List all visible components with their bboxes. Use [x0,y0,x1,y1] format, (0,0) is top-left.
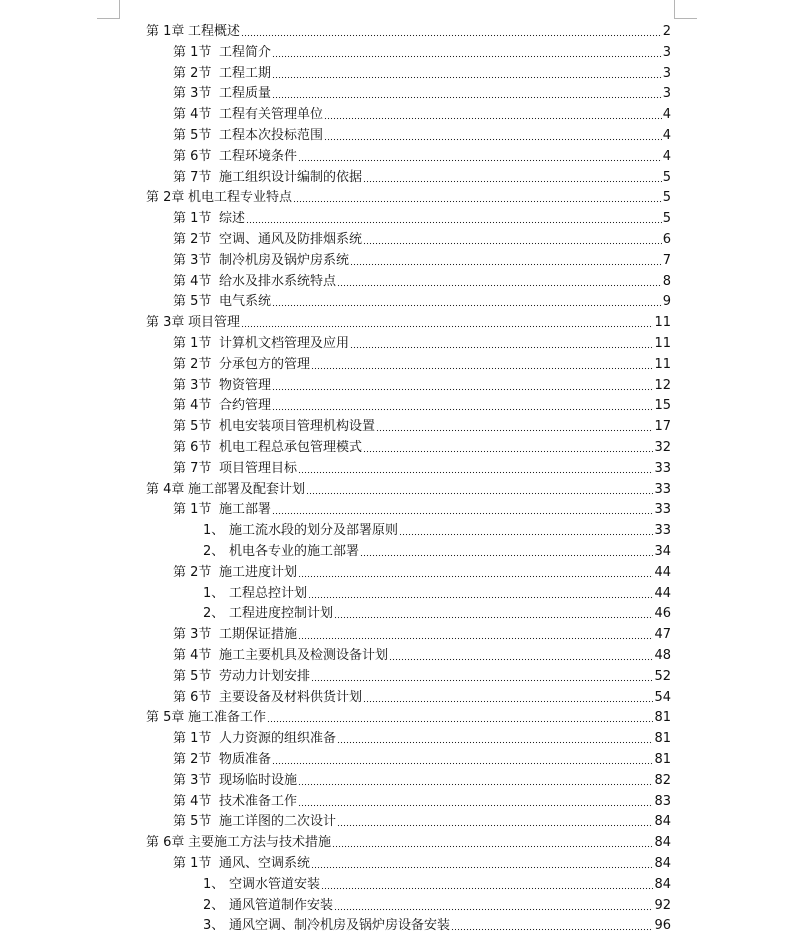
toc-entry-number: 第 4节 [173,793,212,809]
toc-dot-leader [241,325,653,328]
toc-entry-number: 第 3节 [173,772,212,788]
toc-dot-leader [350,346,653,349]
toc-entry[interactable] [173,809,671,829]
toc-entry[interactable] [203,539,671,559]
toc-entry-number: 第 1章 [146,24,185,39]
toc-entry-page-number: 81 [654,731,671,747]
toc-entry-number: 第 3章 [146,315,185,331]
toc-entry-page-number: 9 [662,294,671,310]
toc-dot-leader [376,429,653,432]
toc-dot-leader [306,492,653,495]
toc-entry[interactable] [173,435,671,455]
toc-dot-leader [311,679,653,682]
toc-entry[interactable] [173,331,671,351]
toc-dot-leader [272,408,653,411]
toc-entry-title: 主要设备及材料供货计划 [219,689,363,705]
toc-entry-number: 第 5节 [173,814,212,830]
toc-entry-number: 第 6章 [146,835,185,851]
toc-entry[interactable] [173,289,671,309]
toc-entry[interactable] [146,705,671,725]
toc-entry-page-number: 33 [654,481,671,497]
toc-entry-number: 第 1节 [173,211,212,227]
toc-entry-number: 第 2节 [173,65,212,81]
toc-entry[interactable] [203,893,671,913]
toc-entry-page-number: 44 [654,585,671,601]
toc-entry[interactable] [173,81,671,101]
toc-entry[interactable] [173,789,671,809]
toc-dot-leader [334,908,653,911]
toc-dot-leader [350,263,662,266]
toc-entry-page-number: 34 [654,544,671,559]
toc-entry-number: 第 4节 [173,398,212,414]
toc-dot-leader [337,741,653,744]
toc-entry-page-number: 11 [654,356,671,372]
toc-entry-number: 第 6节 [173,689,212,705]
toc-entry-page-number: 32 [654,440,671,455]
toc-entry-number: 第 2节 [173,232,212,247]
toc-entry[interactable] [146,19,671,39]
toc-entry-number: 第 6节 [173,148,212,164]
toc-entry-page-number: 7 [662,252,671,268]
toc-entry-page-number: 11 [654,315,671,331]
toc-entry-title: 通风空调、制冷机房及锅炉房设备安装 [229,918,451,934]
toc-entry-number: 第 4章 [146,481,185,497]
toc-entry[interactable] [173,664,671,684]
toc-entry-title: 物质准备 [219,752,272,767]
toc-entry-title: 主要施工方法与技术措施 [188,835,332,851]
toc-entry-title: 机电工程总承包管理模式 [219,440,363,455]
toc-entry[interactable] [173,269,671,289]
toc-entry-number: 1、 [203,876,225,892]
toc-dot-leader [363,700,653,703]
toc-dot-leader [298,804,653,807]
toc-entry-page-number: 52 [654,668,671,684]
toc-entry-number: 第 1节 [173,336,212,351]
toc-entry-number: 第 3节 [173,252,212,268]
toc-entry-title: 给水及排水系统特点 [219,273,337,289]
toc-entry[interactable] [203,581,671,601]
toc-entry-title: 计算机文档管理及应用 [219,336,350,351]
toc-entry-number: 1、 [203,585,225,601]
toc-entry[interactable] [173,622,671,642]
toc-entry-title: 施工部署及配套计划 [188,481,306,497]
toc-dot-leader [298,471,653,474]
toc-entry-page-number: 5 [662,169,671,185]
toc-entry-title: 工程本次投标范围 [219,128,324,143]
toc-entry[interactable] [203,913,671,933]
toc-entry-number: 第 4节 [173,648,212,663]
toc-entry-number: 第 7节 [173,460,212,476]
toc-entry-number: 第 1节 [173,856,212,871]
toc-entry-title: 施工部署 [219,502,272,518]
toc-dot-leader [298,637,653,640]
toc-entry-title: 通风管道制作安装 [229,897,334,913]
toc-entry-title: 施工进度计划 [219,564,298,580]
toc-entry-page-number: 15 [654,398,671,414]
toc-dot-leader [360,554,653,557]
toc-entry[interactable] [173,123,671,143]
toc-entry-title: 工程工期 [219,65,272,81]
toc-entry-page-number: 96 [654,918,671,934]
toc-entry-number: 3、 [203,918,225,934]
toc-entry-number: 第 5章 [146,710,185,726]
toc-entry[interactable] [173,851,671,871]
toc-dot-leader [298,575,653,578]
toc-entry[interactable] [173,61,671,81]
toc-dot-leader [272,512,653,515]
toc-entry-page-number: 11 [654,336,671,351]
toc-entry-number: 1、 [203,523,225,539]
toc-entry-page-number: 46 [654,606,671,622]
toc-entry-page-number: 33 [654,460,671,476]
toc-entry-page-number: 33 [654,523,671,539]
toc-entry-title: 施工准备工作 [188,710,267,726]
toc-entry[interactable] [173,144,671,164]
toc-entry-page-number: 3 [662,86,671,102]
toc-entry-title: 分承包方的管理 [219,356,311,372]
toc-dot-leader [337,284,662,287]
toc-dot-leader [246,221,662,224]
toc-entry[interactable] [173,414,671,434]
toc-entry-title: 工程质量 [219,86,272,102]
toc-entry-title: 通风、空调系统 [219,856,311,871]
toc-dot-leader [272,96,662,99]
toc-entry[interactable] [203,601,671,621]
toc-dot-leader [363,180,662,183]
toc-entry[interactable] [173,248,671,268]
toc-entry-number: 第 1节 [173,502,212,518]
toc-entry-title: 电气系统 [219,294,272,310]
toc-entry-number: 第 5节 [173,294,212,310]
toc-entry-page-number: 4 [662,128,671,143]
toc-entry-title: 空调、通风及防排烟系统 [219,232,363,247]
toc-entry[interactable] [146,185,671,205]
toc-entry-title: 技术准备工作 [219,793,298,809]
toc-entry-title: 制冷机房及锅炉房系统 [219,252,350,268]
toc-entry-title: 工程概述 [188,24,241,39]
toc-entry[interactable] [173,165,671,185]
toc-dot-leader [324,117,662,120]
toc-entry-page-number: 3 [662,44,671,60]
toc-entry-title: 机电工程专业特点 [188,190,293,206]
toc-entry-page-number: 81 [654,752,671,767]
toc-entry-title: 施工组织设计编制的依据 [219,169,363,185]
toc-dot-leader [337,824,653,827]
toc-entry-title: 工程进度控制计划 [229,606,334,622]
toc-entry-page-number: 6 [662,232,671,247]
toc-entry-title: 工程总控计划 [229,585,308,601]
toc-entry-page-number: 5 [662,190,671,206]
toc-entry-page-number: 84 [654,835,671,851]
toc-dot-leader [272,304,662,307]
toc-entry[interactable] [173,685,671,705]
toc-entry[interactable] [173,643,671,663]
toc-dot-leader [308,596,653,599]
toc-entry-title: 工期保证措施 [219,627,298,643]
toc-entry-number: 第 3节 [173,377,212,393]
toc-entry-number: 第 2节 [173,356,212,372]
toc-entry-number: 2、 [203,897,225,913]
toc-entry-title: 综述 [219,211,246,227]
toc-dot-leader [451,928,653,931]
margin-corner-mark-right [674,0,697,19]
toc-dot-leader [334,616,653,619]
toc-dot-leader [399,533,653,536]
toc-entry-page-number: 47 [654,627,671,643]
toc-entry-page-number: 84 [654,876,671,892]
toc-entry[interactable] [173,768,671,788]
toc-entry[interactable] [173,393,671,413]
toc-entry-title: 施工流水段的划分及部署原则 [229,523,399,539]
toc-entry-page-number: 5 [662,211,671,227]
toc-entry-number: 第 3节 [173,627,212,643]
toc-dot-leader [311,367,653,370]
toc-entry-page-number: 12 [654,377,671,393]
toc-entry[interactable] [173,456,671,476]
toc-entry-page-number: 44 [654,564,671,580]
toc-entry-title: 项目管理 [188,315,241,331]
toc-entry-number: 第 1节 [173,731,212,747]
toc-entry-title: 人力资源的组织准备 [219,731,337,747]
toc-dot-leader [293,200,662,203]
toc-entry-title: 机电安装项目管理机构设置 [219,419,376,435]
toc-entry-page-number: 3 [662,65,671,81]
toc-entry-number: 第 7节 [173,169,212,185]
toc-entry-page-number: 4 [662,107,671,123]
toc-dot-leader [363,242,662,245]
toc-entry-number: 2、 [203,606,225,622]
toc-entry-title: 施工主要机具及检测设备计划 [219,648,389,663]
toc-entry-page-number: 82 [654,772,671,788]
toc-dot-leader [267,720,653,723]
toc-dot-leader [389,658,653,661]
toc-dot-leader [298,783,653,786]
toc-entry[interactable] [173,40,671,60]
toc-entry-title: 现场临时设施 [219,772,298,788]
toc-entry-page-number: 83 [654,793,671,809]
toc-entry-page-number: 17 [654,419,671,435]
toc-entry-number: 第 4节 [173,107,212,123]
toc-entry[interactable] [173,206,671,226]
toc-entry[interactable] [173,497,671,517]
toc-entry[interactable] [173,747,671,767]
toc-dot-leader [298,159,662,162]
toc-entry[interactable] [173,560,671,580]
toc-entry-page-number: 54 [654,689,671,705]
toc-entry-number: 第 4节 [173,273,212,289]
toc-entry-title: 工程环境条件 [219,148,298,164]
toc-entry-page-number: 8 [662,273,671,289]
toc-entry-number: 第 5节 [173,128,212,143]
toc-entry-title: 物资管理 [219,377,272,393]
toc-entry-number: 第 1节 [173,44,212,60]
toc-entry[interactable] [146,477,671,497]
toc-entry-title: 劳动力计划安排 [219,668,311,684]
toc-dot-leader [241,34,662,37]
toc-entry[interactable] [173,352,671,372]
toc-entry-title: 施工详图的二次设计 [219,814,337,830]
toc-entry[interactable] [173,227,671,247]
toc-entry-title: 合约管理 [219,398,272,414]
toc-entry-number: 第 6节 [173,440,212,455]
toc-dot-leader [311,866,653,869]
toc-dot-leader [332,845,653,848]
toc-entry-title: 机电各专业的施工部署 [229,544,360,559]
toc-entry-page-number: 84 [654,814,671,830]
toc-dot-leader [363,450,653,453]
toc-entry-page-number: 2 [662,24,671,39]
toc-entry-number: 第 5节 [173,668,212,684]
toc-entry[interactable] [146,310,671,330]
toc-dot-leader [272,762,653,765]
margin-corner-mark-left [97,0,120,19]
toc-entry-page-number: 48 [654,648,671,663]
toc-entry-page-number: 4 [662,148,671,164]
toc-entry-page-number: 81 [654,710,671,726]
toc-entry-number: 第 2章 [146,190,185,206]
toc-entry-number: 第 5节 [173,419,212,435]
toc-entry-number: 第 2节 [173,752,212,767]
toc-dot-leader [272,388,653,391]
toc-entry-page-number: 92 [654,897,671,913]
toc-entry[interactable] [146,830,671,850]
toc-entry-title: 工程简介 [219,44,272,60]
toc-entry-title: 项目管理目标 [219,460,298,476]
toc-dot-leader [321,887,653,890]
toc-entry-page-number: 33 [654,502,671,518]
toc-dot-leader [324,138,662,141]
toc-entry[interactable] [203,518,671,538]
toc-dot-leader [272,76,662,79]
toc-dot-leader [272,55,662,58]
toc-entry[interactable] [173,102,671,122]
toc-entry-page-number: 84 [654,856,671,871]
toc-entry-number: 第 2节 [173,564,212,580]
toc-entry[interactable] [173,373,671,393]
toc-entry[interactable] [203,872,671,892]
toc-entry-title: 工程有关管理单位 [219,107,324,123]
toc-entry-title: 空调水管道安装 [229,876,321,892]
toc-entry[interactable] [173,726,671,746]
toc-entry-number: 第 3节 [173,86,212,102]
toc-entry-number: 2、 [203,544,225,559]
